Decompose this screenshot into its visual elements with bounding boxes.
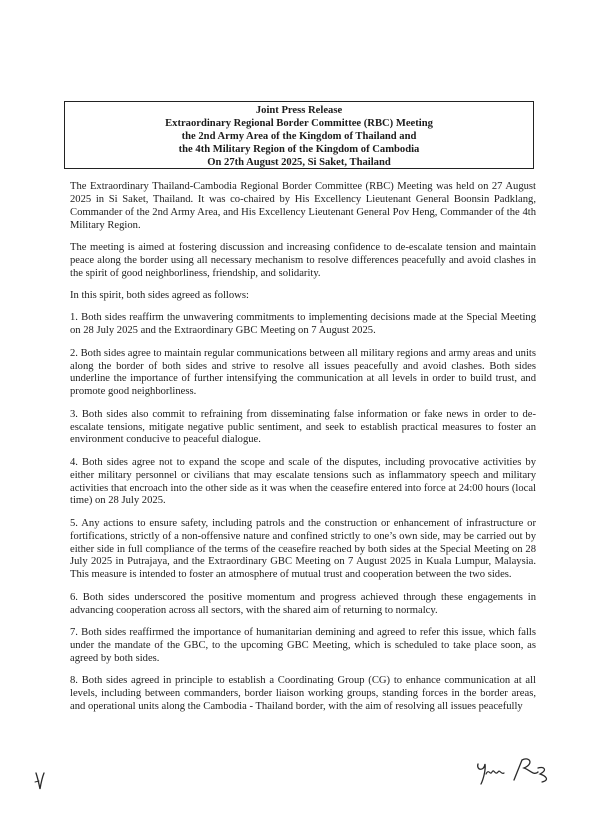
agreement-item-2: 2. Both sides agree to maintain regular communications between all military regions and army areas and units along the border of both sides and strive to resolve all issues peacefully and avoid clashes. Both sides underline the importance of further intensifying the communication at all levels in order to build trust, and promote good neighborliness. bbox=[70, 347, 536, 398]
intro-paragraph: The Extraordinary Thailand-Cambodia Regional Border Committee (RBC) Meeting was held on 27 August 2025 in Si Saket, Thailand. It was co-chaired by His Excellency Lieutenant General Boonsin Padklang, Commander of the 2nd Army Area, and His Excellency Lieutenant General Pov Heng, Commander of the 4th Military Region. bbox=[70, 181, 536, 231]
agreement-item-3: 3. Both sides also commit to refraining from disseminating false information or fake news in order to de-escalate tensions, mitigate negative public sentiment, and seek to establish practical measures to foster an environment conducive to peaceful dialogue. bbox=[70, 408, 536, 446]
agreement-item-8: 8. Both sides agreed in principle to establish a Coordinating Group (CG) to enhance communication at all levels, including between commanders, border liaison working groups, standing forces in the border areas, and operational units along the Cambodia - Thailand border, with the aim of resolving all issues peacefully bbox=[70, 675, 536, 712]
purpose-paragraph: The meeting is aimed at fostering discussion and increasing confidence to de-escalate tension and maintain peace along the border using all necessary mechanism to resolve differences peacefully and avoid clashes in the spirit of good neighborliness, friendship, and solidarity. bbox=[70, 242, 536, 279]
right-initials-signature bbox=[474, 754, 554, 788]
left-initials-signature bbox=[33, 770, 47, 792]
document-body bbox=[70, 181, 536, 723]
title-line-2: Extraordinary Regional Border Committee (RBC) Meeting bbox=[165, 118, 433, 129]
title-line-5: On 27th August 2025, Si Saket, Thailand bbox=[207, 157, 391, 168]
agreement-lead-in: In this spirit, both sides agreed as follows: bbox=[70, 290, 249, 302]
agreement-item-7: 7. Both sides reaffirmed the importance of humanitarian demining and agreed to refer this issue, which falls under the mandate of the GBC, to the upcoming GBC Meeting, which is scheduled to take place soon, as agreed by both sides. bbox=[70, 626, 536, 664]
agreement-item-4: 4. Both sides agree not to expand the scope and scale of the disputes, including provocative activities by either military personnel or civilians that may escalate tensions such as inflammatory speech and military activities that encroach into the other side as it was when the ceasefire entered into force at 24:00 hours (local time) on 28 July 2025. bbox=[70, 456, 536, 507]
title-line-4: the 4th Military Region of the Kingdom of Cambodia bbox=[178, 144, 420, 155]
title-line-1: Joint Press Release bbox=[255, 105, 343, 116]
agreement-item-5: 5. Any actions to ensure safety, including patrols and the construction or enhancement of infrastructure or fortifications, strictly of a non-offensive nature and confined strictly to one’s own side, may be carried out by either side in full compliance of the terms of the ceasefire reached by both sides at the Special Meeting on 28 July 2025 in Putrajaya, and the Extraordinary GBC Meeting on 7 August 2025 in Kuala Lumpur, Malaysia. This measure is intended to foster an atmosphere of mutual trust and cooperation between the two sides. bbox=[70, 517, 536, 581]
title-line-3: the 2nd Army Area of the Kingdom of Thailand and bbox=[181, 131, 417, 142]
agreement-item-1: 1. Both sides reaffirm the unwavering commitments to implementing decisions made at the Special Meeting on 28 July 2025 and the Extraordinary GBC Meeting on 7 August 2025. bbox=[70, 312, 536, 337]
agreement-item-6: 6. Both sides underscored the positive momentum and progress achieved through these engagements in advancing cooperation across all sectors, with the shared aim of returning to normalcy. bbox=[70, 591, 536, 616]
title-box bbox=[64, 101, 534, 169]
